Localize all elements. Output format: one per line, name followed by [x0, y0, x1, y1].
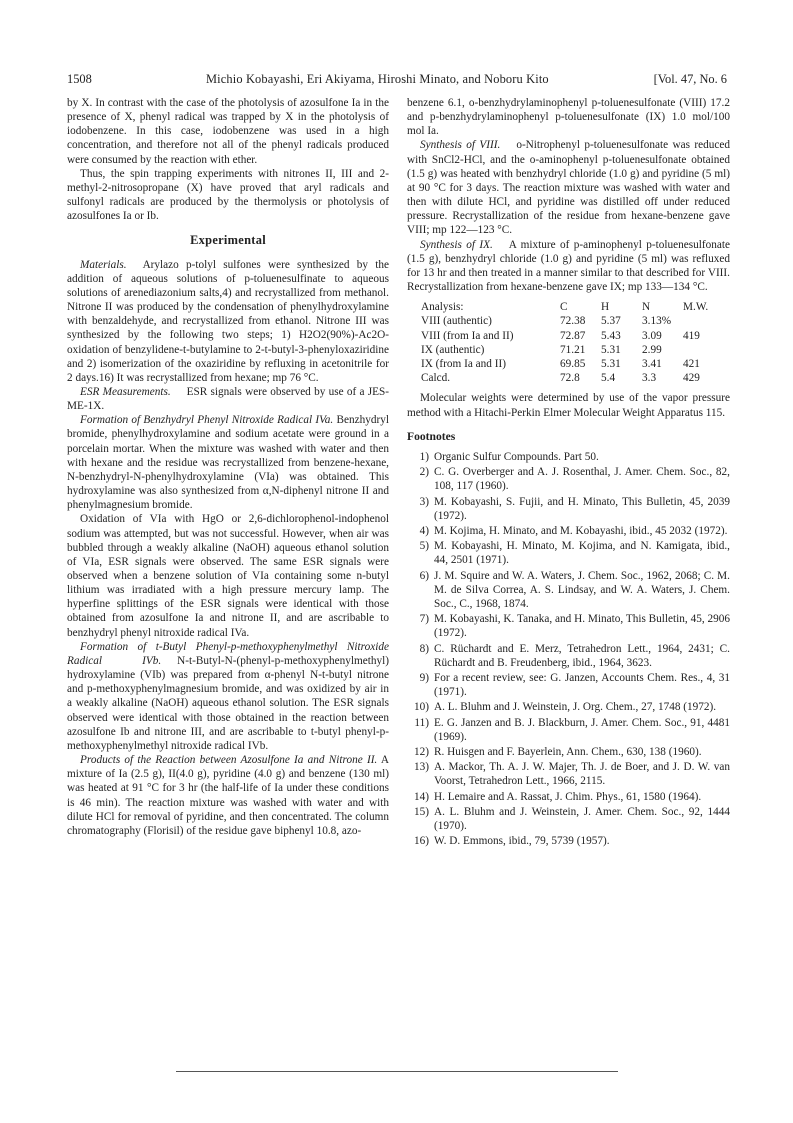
footnote-number: 5): [419, 540, 429, 553]
synthesis-ix-label: Synthesis of IX.: [420, 238, 493, 251]
footnotes-list: [407, 450, 730, 849]
analysis-row: [421, 314, 724, 328]
footnote-number: 12): [414, 746, 429, 759]
footnote-number: 15): [414, 805, 429, 818]
analysis-compound: VIII (from Ia and II): [421, 329, 514, 342]
analysis-c: 72.8: [560, 372, 580, 385]
analysis-c: 71.21: [560, 343, 586, 356]
analysis-h: 5.4: [601, 372, 616, 385]
paragraph-products: [67, 753, 389, 838]
footnote-text: R. Huisgen and F. Bayerlein, Ann. Chem., 630, 138 (1960).: [434, 746, 702, 759]
analysis-mw: [683, 314, 724, 328]
analysis-row: [421, 343, 724, 357]
analysis-mw: 419: [683, 329, 700, 342]
footnote-item: [407, 790, 730, 804]
footnote-item: [407, 671, 730, 699]
footnote-item: [407, 700, 730, 714]
analysis-table: [421, 300, 724, 385]
footnote-number: 13): [414, 761, 429, 774]
paragraph-synthesis-viii: [407, 138, 730, 237]
footnote-item: [407, 569, 730, 611]
footnote-text: M. Kobayashi, S. Fujii, and H. Minato, This Bulletin, 45, 2039 (1972).: [434, 495, 730, 522]
page-header: [67, 72, 727, 90]
footnote-text: J. M. Squire and W. A. Waters, J. Chem. Soc., 1962, 2068; C. M. M. de Silva Correa, A. S. Lindsay, and W. A. Waters, J. Chem. Soc., C., 1968, 1874.: [434, 569, 730, 610]
footnotes-title: Footnotes: [407, 429, 456, 443]
footnote-item: [407, 805, 730, 833]
footnote-number: 3): [419, 495, 429, 508]
page-number: 1508: [67, 72, 92, 86]
paragraph-synthesis-ix: [407, 238, 730, 295]
footnote-number: 8): [419, 642, 429, 655]
analysis-compound: IX (authentic): [421, 343, 485, 356]
footnote-text: For a recent review, see: G. Janzen, Accounts Chem. Res., 4, 31 (1971).: [434, 671, 730, 699]
paragraph-formation-a: [67, 413, 389, 512]
synthesis-ix-text: A mixture of p-aminophenyl p-toluenesulfonate (1.5 g), benzhydryl chloride (1.0 g) and pyridine (5 ml) was refluxed for 13 hr and then treated in a manner similar to that described for VIII. Recrystallization from hexane-benzene gave IX; mp 133—134 °C.: [407, 238, 730, 294]
paragraph-formation-b: [67, 640, 389, 753]
paragraph-esr: [67, 385, 389, 413]
esr-label: ESR Measurements.: [80, 385, 171, 398]
formation-a-label: Formation of Benzhydryl Phenyl Nitroxide Radical IVa.: [80, 414, 334, 427]
products-label: Products of the Reaction between Azosulfone Ia and Nitrone II.: [80, 754, 378, 767]
paragraph-oxidation: Oxidation of VIa with HgO or 2,6-dichlorophenol-indophenol sodium was attempted, but was not successful. However, when air was bubbled through a weakly alkaline (NaOH) aqueous ethanol solution of VIa, ESR signals were observed. The same ESR signals were observed when a benzene solution of VIa containing some n-butyl lithium was irradiated with a high pressure mercury lamp. The hyperfine splittings of the ESR signals were identical with those obtained from azosulfone Ia and nitrone II, and are ascribable to benzhydryl phenyl nitroxide radical IVa.: [67, 513, 389, 639]
footnote-number: 9): [419, 671, 429, 684]
footnote-text: C. Rüchardt and E. Merz, Tetrahedron Lett., 1964, 2431; C. Rüchardt and B. Freudenberg, ibid., 1964, 3623.: [434, 642, 730, 669]
analysis-header-mw: M.W.: [683, 301, 709, 314]
analysis-row: [421, 371, 724, 385]
footnote-item: [407, 760, 730, 788]
synthesis-viii-text: o-Nitrophenyl p-toluenesulfonate was reduced with SnCl2-HCl, and the o-aminophenyl p-toluenesulfonate obtained (1.5 g) was heated with benzhydryl chloride (1.0 g) and pyridine (5 ml) at 90 °C for 3 days. The reaction mixture was washed with water and then with dilute HCl, and pyridine was distilled off under reduced pressure. Recrystallization of the residue from hexane-benzene gave VIII; mp 122—123 °C.: [407, 139, 731, 237]
paragraph-molecular-weight: Molecular weights were determined by use of the vapor pressure method with a Hitachi-Perkin Elmer Molecular Weight Apparatus 115.: [407, 392, 730, 419]
footnote-item: [407, 495, 730, 523]
section-title-experimental: Experimental: [190, 233, 266, 248]
footnote-item: [407, 539, 730, 567]
analysis-mw: 429: [683, 372, 700, 385]
analysis-row: [421, 357, 724, 371]
materials-label: Materials.: [80, 258, 127, 271]
analysis-header-row: [421, 300, 724, 314]
footnote-number: 4): [419, 524, 429, 537]
formation-a-text: Benzhydryl bromide, phenylhydroxylamine and sodium acetate were ground in a porcelain mortar. When the mixture was washed with water and then with hexane and the residue was recrystallized from benzene-hexane, N-benzhydryl-N-phenylhydroxylamine (VIa) was obtained. This hydroxylamine was also synthesized from α,N-diphenyl nitrone II and phenylmagnesium bromide.: [67, 414, 389, 512]
footnote-item: [407, 612, 730, 640]
analysis-mw: 421: [683, 358, 700, 370]
footnote-text: M. Kobayashi, H. Minato, M. Kojima, and N. Kamigata, ibid., 44, 2501 (1971).: [434, 540, 730, 567]
analysis-h: 5.37: [601, 315, 621, 328]
volume-issue: [Vol. 47, No. 6: [653, 72, 727, 86]
analysis-compound: VIII (authentic): [421, 315, 492, 328]
analysis-header-n: N: [642, 301, 651, 314]
formation-b-text: N-t-Butyl-N-(phenyl-p-methoxyphenylmethyl) hydroxylamine (VIb) was prepared from α-phenyl N-t-butyl nitrone and p-methoxyphenylmagnesium bromide, and was oxidized by air in a weakly alkaline (NaOH) aqueous ethanol solution. The ESR signals observed were identical with those obtained in the reaction between azosulfone Ib and nitrone III, and are ascribable to t-butyl phenyl-p-methoxyphenylmethyl nitroxide radical IVb.: [67, 654, 389, 752]
footnote-item: [407, 745, 730, 759]
analysis-h: 5.31: [601, 358, 621, 370]
footnote-text: H. Lemaire and A. Rassat, J. Chim. Phys., 61, 1580 (1964).: [434, 790, 702, 803]
analysis-n: 3.09: [642, 329, 662, 342]
page-end-rule: [176, 1071, 618, 1072]
left-column: [67, 96, 389, 838]
analysis-n: 3.13%: [642, 315, 672, 328]
products-text: A mixture of Ia (2.5 g), II(4.0 g), pyridine (4.0 g) and benzene (130 ml) was heated at 91 °C for 3 hr (the half-life of Ia under these conditions is 46 min). The reaction mixture was washed with water and with dilute HCl for removal of pyridine, and then concentrated. The column chromatography (Florisil) of the residue gave biphenyl 10.8, azo-: [67, 754, 389, 837]
footnote-text: A. L. Bluhm and J. Weinstein, J. Org. Chem., 27, 1748 (1972).: [434, 701, 717, 714]
footnote-number: 10): [414, 701, 429, 714]
footnote-number: 6): [419, 569, 429, 582]
footnote-text: M. Kobayashi, K. Tanaka, and H. Minato, This Bulletin, 45, 2906 (1972).: [434, 613, 730, 640]
footnote-item: [407, 450, 730, 464]
footnote-number: 11): [414, 716, 429, 729]
paragraph-continuation: benzene 6.1, o-benzhydrylaminophenyl p-toluenesulfonate (VIII) 17.2 and p-benzhydrylaminophenyl p-toluenesulfonate (IX) 1.0 mol/100 mol Ia.: [407, 97, 730, 138]
analysis-header-h: H: [601, 301, 610, 314]
footnote-item: [407, 716, 730, 744]
analysis-mw: [683, 343, 724, 357]
footnote-number: 14): [414, 790, 429, 803]
analysis-compound: Calcd.: [421, 372, 451, 385]
footnote-number: 16): [414, 835, 429, 848]
analysis-label: Analysis:: [421, 301, 464, 314]
analysis-n: 3.3: [642, 372, 657, 385]
esr-text: ESR signals were observed by use of a JES-ME-1X.: [67, 385, 390, 413]
footnote-number: 2): [419, 466, 429, 479]
footnote-text: E. G. Janzen and B. J. Blackburn, J. Amer. Chem. Soc., 91, 4481 (1969).: [434, 716, 730, 743]
analysis-n: 3.41: [642, 358, 662, 370]
footnote-text: W. D. Emmons, ibid., 79, 5739 (1957).: [434, 835, 610, 848]
footnote-text: A. L. Bluhm and J. Weinstein, J. Amer. Chem. Soc., 92, 1444 (1970).: [434, 805, 730, 833]
analysis-row: [421, 329, 724, 343]
footnote-text: Organic Sulfur Compounds. Part 50.: [434, 450, 599, 463]
analysis-header-c: C: [560, 301, 568, 314]
footnote-item: [407, 524, 730, 538]
footnote-number: 7): [419, 613, 429, 626]
footnote-text: C. G. Overberger and A. J. Rosenthal, J. Amer. Chem. Soc., 82, 108, 117 (1960).: [434, 466, 730, 493]
footnote-number: 1): [419, 450, 429, 463]
paragraph-conclusion: Thus, the spin trapping experiments with nitrones II, III and 2-methyl-2-nitrosopropane (X) have proved that aryl radicals and sulfonyl radicals are produced by the thermolysis or photolysis of azosulfones Ia or Ib.: [67, 167, 389, 223]
analysis-h: 5.31: [601, 343, 621, 356]
paragraph-materials: [67, 258, 389, 385]
running-head-authors: Michio Kobayashi, Eri Akiyama, Hiroshi Minato, and Noboru Kito: [206, 72, 549, 86]
footnote-item: [407, 834, 730, 848]
right-column: [407, 96, 730, 850]
synthesis-viii-label: Synthesis of VIII.: [420, 139, 501, 152]
analysis-c: 72.38: [560, 315, 586, 328]
materials-text: Arylazo p-tolyl sulfones were synthesized by the addition of aqueous solutions of p-toluenesulfinate to aqueous solutions of arenediazonium salts,4) and recrystallized from methanol. Nitrone II was produced by the condensation of phenylhydroxylamine with benzaldehyde, and recrystallized from ethanol. Nitrone III was synthesized by the following two steps; 1) H2O2(90%)-Ac2O-oxidation of benzylidene-t-butylamine to 2-t-butyl-3-phenyloxaziridine and 2) isomerization of the oxaziridine by refluxing in acetonitrile for 2 days.16) It was recrystallized from hexane; mp 76 °C.: [67, 258, 389, 384]
paragraph-photolysis: by X. In contrast with the case of the photolysis of azosulfone Ia in the presence of X, phenyl radical was trapped by X in the photolysis of iodobenzene. In this case, iodobenzene was used in a high concentration, and therefore not all of the phenyl radicals produced were consumed by the reaction with ether.: [67, 97, 389, 166]
footnote-text: M. Kojima, H. Minato, and M. Kobayashi, ibid., 45 2032 (1972).: [434, 524, 728, 537]
footnote-item: [407, 642, 730, 670]
analysis-h: 5.43: [601, 329, 621, 342]
footnote-text: A. Mackor, Th. A. J. W. Majer, Th. J. de Boer, and J. D. W. van Voorst, Tetrahedron Lett., 1966, 2115.: [434, 761, 730, 788]
analysis-compound: IX (from Ia and II): [421, 358, 506, 370]
analysis-c: 72.87: [560, 329, 586, 342]
analysis-n: 2.99: [642, 343, 662, 356]
footnote-item: [407, 465, 730, 493]
formation-b-label: Formation of t-Butyl Phenyl-p-methoxyphenylmethyl Nitroxide Radical IVb.: [67, 640, 389, 667]
analysis-c: 69.85: [560, 358, 586, 370]
